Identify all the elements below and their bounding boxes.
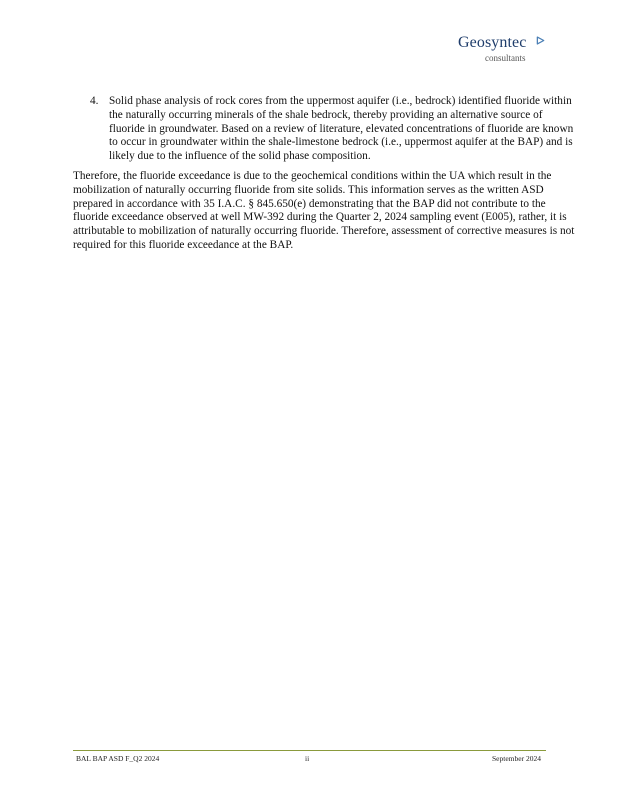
logo-arrow-icon bbox=[536, 36, 545, 45]
footer-date: September 2024 bbox=[492, 754, 541, 763]
footer-divider bbox=[73, 750, 546, 751]
company-logo bbox=[456, 34, 566, 68]
logo-subtitle: consultants bbox=[485, 53, 526, 63]
footer-document-id: BAL BAP ASD F_Q2 2024 bbox=[76, 754, 160, 763]
conclusion-paragraph: Therefore, the fluoride exceedance is due to the geochemical conditions within the UA which result in the mobilization of naturally occurring fluoride from site solids. This information serves as the written ASD prepared in accordance with 35 I.A.C. § 845.650(e) demonstrating that the BAP did not contribute to the fluoride exceedance observed at well MW-392 during the Quarter 2, 2024 sampling event (E005), rather, it is attributable to mobilization of naturally occurring fluoride. Therefore, assessment of corrective measures is not required for this fluoride exceedance at the BAP. bbox=[73, 169, 575, 251]
list-number: 4. bbox=[90, 95, 99, 107]
numbered-list-item bbox=[73, 95, 579, 164]
document-body bbox=[73, 95, 579, 253]
footer-page-number: ii bbox=[305, 754, 310, 763]
list-item-text: Solid phase analysis of rock cores from the uppermost aquifer (i.e., bedrock) identified fluoride within the naturally occurring minerals of the shale bedrock, thereby providing an alternative source of fluoride in groundwater. Based on a review of literature, elevated concentrations of fluoride are known to occur in groundwater within the shale-limestone bedrock (i.e., uppermost aquifer at the BAP) and is likely due to the influence of the solid phase composition. bbox=[109, 95, 574, 163]
logo-name: Geosyntec bbox=[458, 34, 527, 51]
